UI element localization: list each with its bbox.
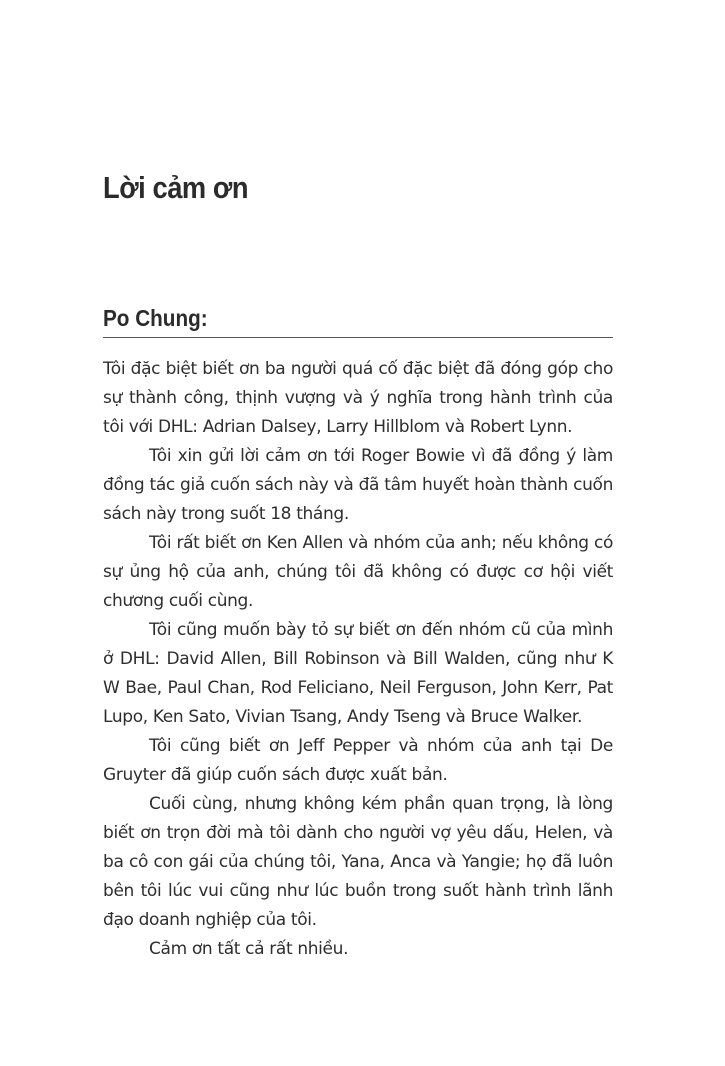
paragraph: Cuối cùng, nhưng không kém phần quan trọng, là lòng biết ơn trọn đời mà tôi dành cho người vợ yêu dấu, Helen, và ba cô con gái của chúng tôi, Yana, Anca và Yangie; họ đã luôn bên tôi lúc vui cũng như lúc buồn trong suốt hành trình lãnh đạo doanh nghiệp của tôi. (103, 794, 613, 930)
paragraph: Tôi đặc biệt biết ơn ba người quá cố đặc biệt đã đóng góp cho sự thành công, thịnh vượng và ý nghĩa trong hành trình của tôi với DHL: Adrian Dalsey, Larry Hillblom và Robert Lynn. (103, 359, 613, 437)
paragraph: Cảm ơn tất cả rất nhiều. (149, 939, 349, 959)
acknowledgement-body (103, 355, 613, 964)
paragraph: Tôi rất biết ơn Ken Allen và nhóm của anh; nếu không có sự ủng hộ của anh, chúng tôi đã không có được cơ hội viết chương cuối cùng. (103, 533, 613, 611)
paragraph: Tôi cũng biết ơn Jeff Pepper và nhóm của anh tại De Gruyter đã giúp cuốn sách được xuất bản. (103, 736, 613, 785)
paragraph: Tôi xin gửi lời cảm ơn tới Roger Bowie vì đã đồng ý làm đồng tác giả cuốn sách này và đã tâm huyết hoàn thành cuốn sách này trong suốt 18 tháng. (103, 446, 613, 524)
chapter-title: Lời cảm ơn (103, 170, 249, 205)
section-heading: Po Chung: (103, 305, 208, 331)
section-divider (103, 337, 613, 338)
paragraph: Tôi cũng muốn bày tỏ sự biết ơn đến nhóm cũ của mình ở DHL: David Allen, Bill Robinson và Bill Walden, cũng như K W Bae, Paul Chan, Rod Feliciano, Neil Ferguson, John Kerr, Pat Lupo, Ken Sato, Vivian Tsang, Andy Tseng và Bruce Walker. (103, 620, 613, 727)
